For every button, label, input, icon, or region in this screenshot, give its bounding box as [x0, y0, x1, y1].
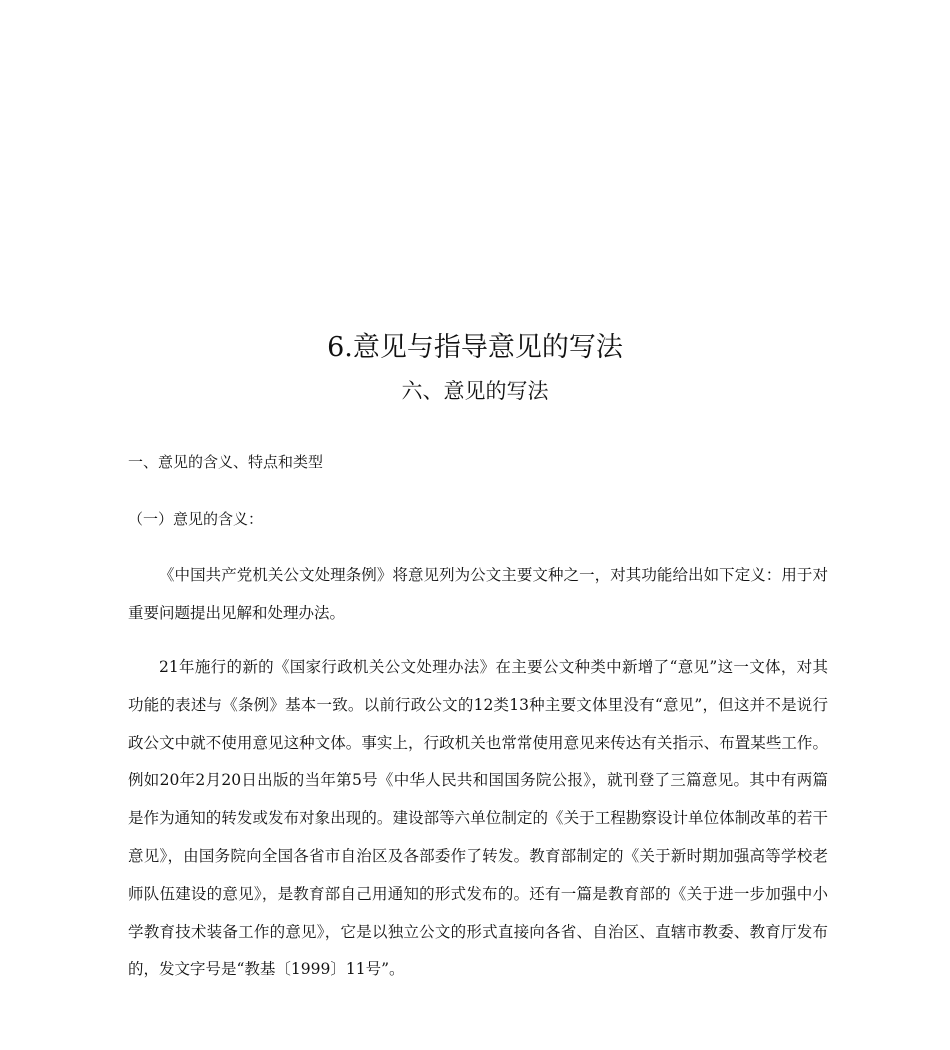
- body-paragraph-2: 21年施行的新的《国家行政机关公文处理办法》在主要公文种类中新增了“意见”这一文体，对其功能的表述与《条例》基本一致。以前行政公文的12类13种主要文体里没有“意见”，但这并不是说行政公文中就不使用意见这种文体。事实上，行政机关也常常使用意见来传达有关指示、布置某些工作。例如20年2月20日出版的当年第5号《中华人民共和国国务院公报》，就刊登了三篇意见。其中有两篇是作为通知的转发或发布对象出现的。建设部等六单位制定的《关于工程勘察设计单位体制改革的若干意见》，由国务院向全国各省市自治区及各部委作了转发。教育部制定的《关于新时期加强高等学校老师队伍建设的意见》，是教育部自己用通知的形式发布的。还有一篇是教育部的《关于进一步加强中小学教育技术装备工作的意见》，它是以独立公文的形式直接向各省、自治区、直辖市教委、教育厅发布的，发文字号是“教基〔1999〕11号”。: [128, 658, 828, 979]
- document-subtitle: 六、意见的写法: [401, 379, 549, 403]
- body-paragraph-1: 《中国共产党机关公文处理条例》将意见列为公文主要文种之一，对其功能给出如下定义：用于对重要问题提出见解和处理办法。: [128, 566, 828, 622]
- section-heading: 一、意见的含义、特点和类型: [128, 453, 324, 471]
- document-title: 6.意见与指导意见的写法: [327, 332, 623, 363]
- subsection-heading: （一）意见的含义：: [128, 510, 264, 528]
